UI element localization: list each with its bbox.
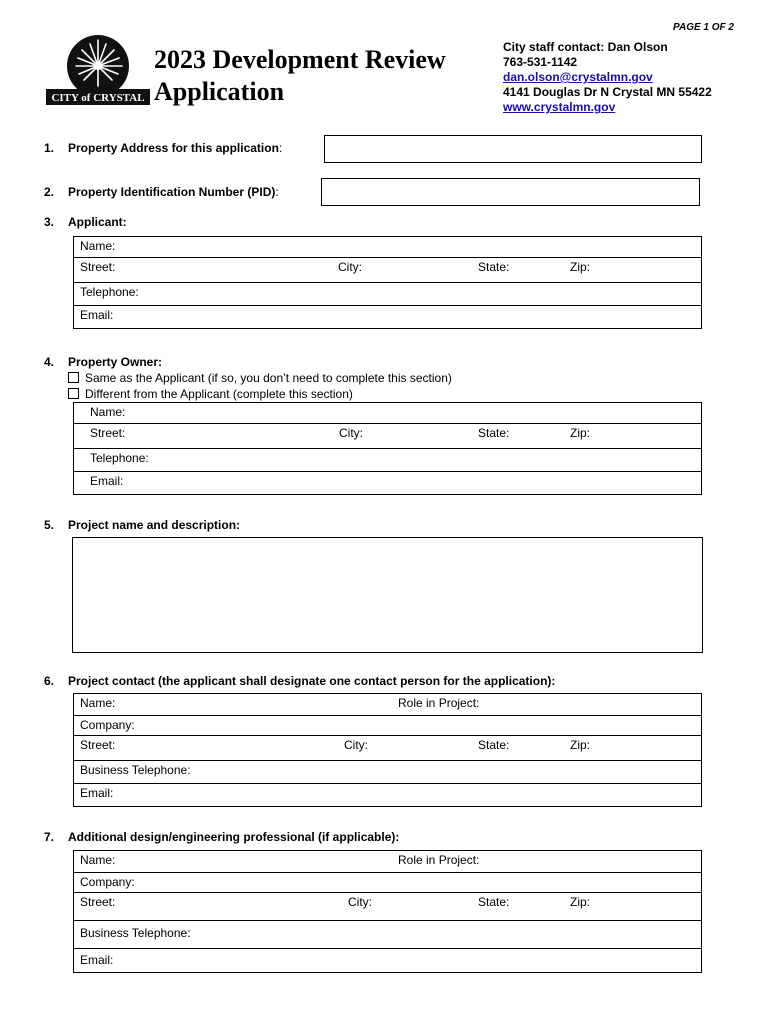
- contact-email-field[interactable]: Email:: [74, 784, 702, 807]
- q7-label: 7. Additional design/engineering professional (if applicable):: [44, 830, 400, 844]
- professional-business-telephone-field[interactable]: Business Telephone:: [74, 921, 702, 949]
- contact-business-telephone-field[interactable]: Business Telephone:: [74, 761, 702, 784]
- applicant-email-field[interactable]: Email:: [74, 306, 702, 329]
- contact-company-field[interactable]: Company:: [74, 716, 702, 736]
- q2-label: 2. Property Identification Number (PID):: [44, 185, 279, 199]
- applicant-address-row[interactable]: Street: City: State: Zip:: [74, 258, 702, 283]
- applicant-telephone-field[interactable]: Telephone:: [74, 283, 702, 306]
- staff-contact-phone: 763-531-1142: [503, 55, 578, 69]
- title-line-2: Application: [154, 77, 285, 106]
- same-as-applicant-checkbox[interactable]: [68, 372, 79, 383]
- city-website-link[interactable]: www.crystalmn.gov: [503, 100, 616, 114]
- professional-company-field[interactable]: Company:: [74, 873, 702, 893]
- document-title: [154, 44, 446, 108]
- project-contact-table: [73, 693, 702, 807]
- city-address: 4141 Douglas Dr N Crystal MN 55422: [503, 85, 712, 99]
- project-description-textarea[interactable]: [72, 537, 703, 653]
- owner-email-field[interactable]: Email:: [74, 472, 702, 495]
- design-professional-table: [73, 850, 702, 973]
- owner-name-field[interactable]: Name:: [74, 403, 702, 424]
- owner-table: [73, 402, 702, 495]
- owner-telephone-field[interactable]: Telephone:: [74, 449, 702, 472]
- same-as-applicant-option[interactable]: Same as the Applicant (if so, you don’t need to complete this section): [68, 371, 452, 385]
- staff-contact-email-link[interactable]: dan.olson@crystalmn.gov: [503, 70, 653, 84]
- contact-address-row[interactable]: Street: City: State: Zip:: [74, 736, 702, 761]
- svg-text:CITY of CRYSTAL: CITY of CRYSTAL: [51, 92, 145, 104]
- q1-label: 1. Property Address for this application:: [44, 141, 283, 155]
- professional-name-role-row[interactable]: Name: Role in Project:: [74, 851, 702, 873]
- different-from-applicant-option[interactable]: Different from the Applicant (complete this section): [68, 387, 353, 401]
- property-address-input[interactable]: [324, 135, 702, 163]
- contact-name-role-row[interactable]: Name: Role in Project:: [74, 694, 702, 716]
- staff-contact-block: [503, 40, 712, 115]
- professional-email-field[interactable]: Email:: [74, 949, 702, 973]
- title-line-1: 2023 Development Review: [154, 45, 446, 74]
- q6-label: 6. Project contact (the applicant shall designate one contact person for the application):: [44, 674, 556, 688]
- applicant-name-field[interactable]: Name:: [74, 237, 702, 258]
- staff-contact-name: City staff contact: Dan Olson: [503, 40, 668, 54]
- q3-label: 3. Applicant:: [44, 215, 127, 229]
- page-number: PAGE 1 OF 2: [673, 22, 734, 33]
- city-of-crystal-logo: [46, 34, 150, 108]
- professional-address-row[interactable]: Street: City: State: Zip:: [74, 893, 702, 921]
- applicant-table: [73, 236, 702, 329]
- owner-address-row[interactable]: Street: City: State: Zip:: [74, 424, 702, 449]
- pid-input[interactable]: [321, 178, 700, 206]
- q4-label: 4. Property Owner:: [44, 355, 163, 369]
- q5-label: 5. Project name and description:: [44, 518, 241, 532]
- different-from-applicant-checkbox[interactable]: [68, 388, 79, 399]
